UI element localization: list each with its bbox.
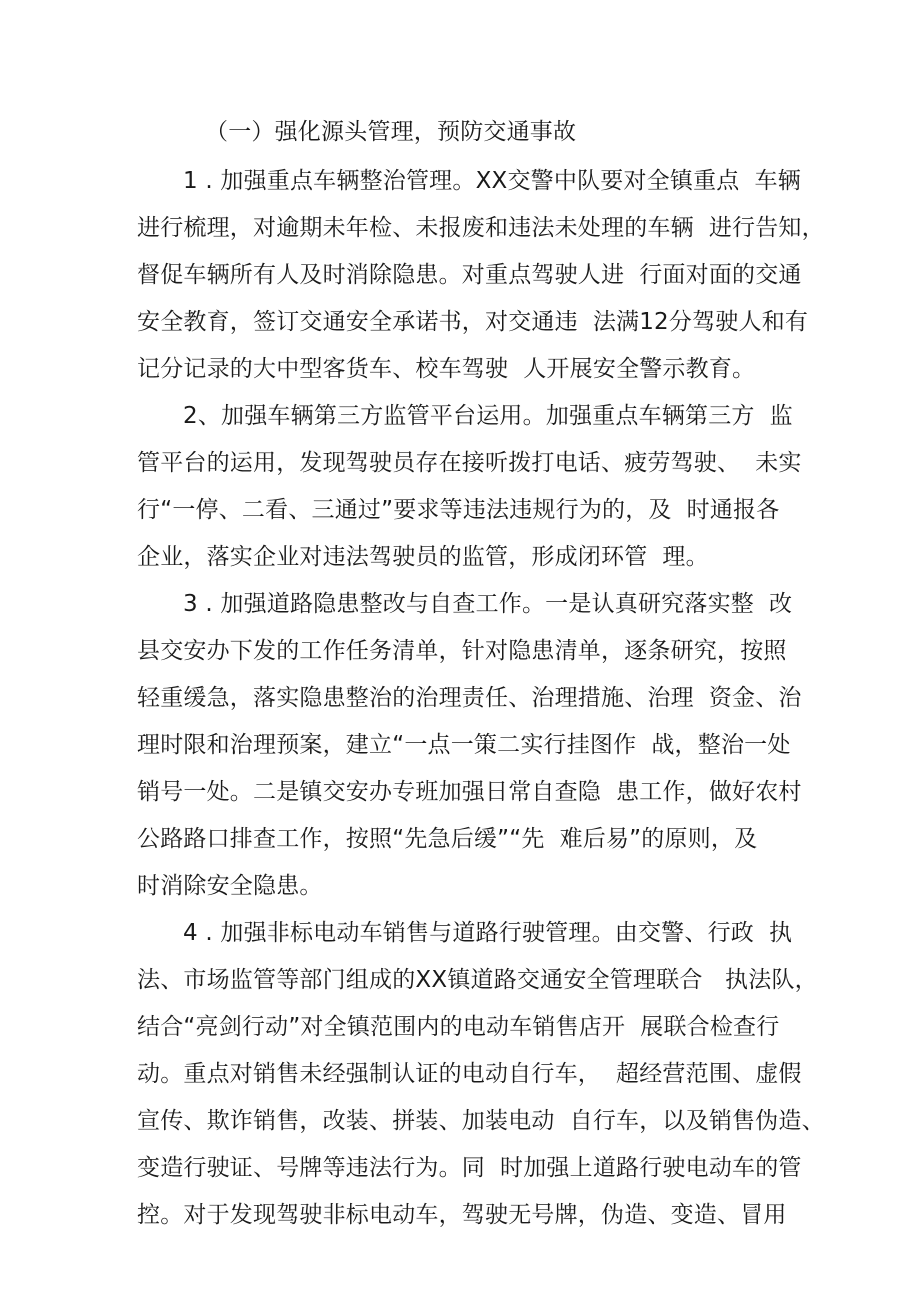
paragraph-line: 理时限和治理预案，建立“一点一策二实行挂图作 战，整治一处: [137, 732, 791, 758]
paragraph-line: 1 . 加强重点车辆整治管理。XX交警中队要对全镇重点 车辆: [183, 168, 801, 194]
paragraph-line: 法、市场监管等部门组成的XX镇道路交通安全管理联合 执法队，: [137, 967, 818, 993]
paragraph-line: 管平台的运用，发现驾驶员存在接听拨打电话、疲劳驾驶、 未实: [137, 450, 802, 476]
paragraph-line: 督促车辆所有人及时消除隐患。对重点驾驶人进 行面对面的交通: [137, 262, 802, 288]
paragraph-line: 变造行驶证、号牌等违法行为。同 时加强上道路行驶电动车的管: [137, 1155, 802, 1181]
paragraph-line: 安全教育，签订交通安全承诺书，对交通违 法满12分驾驶人和有: [137, 309, 809, 335]
paragraph-line: 企业，落实企业对违法驾驶员的监管，形成闭环管 理。: [137, 544, 709, 570]
paragraph-line: 销号一处。二是镇交安办专班加强日常自查隐 患工作，做好农村: [137, 779, 802, 805]
paragraph-line: 宣传、欺诈销售，改装、拼装、加装电动 自行车，以及销售伪造、: [137, 1108, 825, 1134]
paragraph-line: 动。重点对销售未经强制认证的电动自行车， 超经营范围、虚假: [137, 1061, 802, 1087]
paragraph-line: 记分记录的大中型客货车、校车驾驶 人开展安全警示教育。: [137, 356, 756, 382]
section-heading: （一）强化源头管理，预防交通事故: [205, 119, 577, 145]
paragraph-line: 2、加强车辆第三方监管平台运用。加强重点车辆第三方 监: [183, 403, 793, 429]
paragraph-line: 3 . 加强道路隐患整改与自查工作。一是认真研究落实整 改: [183, 591, 793, 617]
paragraph-line: 轻重缓急，落实隐患整治的治理责任、治理措施、治理 资金、治: [137, 685, 802, 711]
paragraph-line: 结合“亮剑行动”对全镇范围内的电动车销售店开 展联合检查行: [137, 1014, 780, 1040]
paragraph-line: 县交安办下发的工作任务清单，针对隐患清单，逐条研究，按照: [137, 638, 787, 664]
paragraph-line: 公路路口排查工作，按照“先急后缓”“先 难后易”的原则，及: [137, 826, 758, 852]
paragraph-line: 时消除安全隐患。: [137, 873, 323, 899]
paragraph-line: 4 . 加强非标电动车销售与道路行驶管理。由交警、行政 执: [183, 920, 793, 946]
paragraph-line: 进行梳理，对逾期未年检、未报废和违法未处理的车辆 进行告知，: [137, 215, 825, 241]
paragraph-line: 行“一停、二看、三通过”要求等违法违规行为的，及 时通报各: [137, 497, 780, 523]
paragraph-line: 控。对于发现驾驶非标电动车，驾驶无号牌，伪造、变造、冒用: [137, 1202, 787, 1228]
